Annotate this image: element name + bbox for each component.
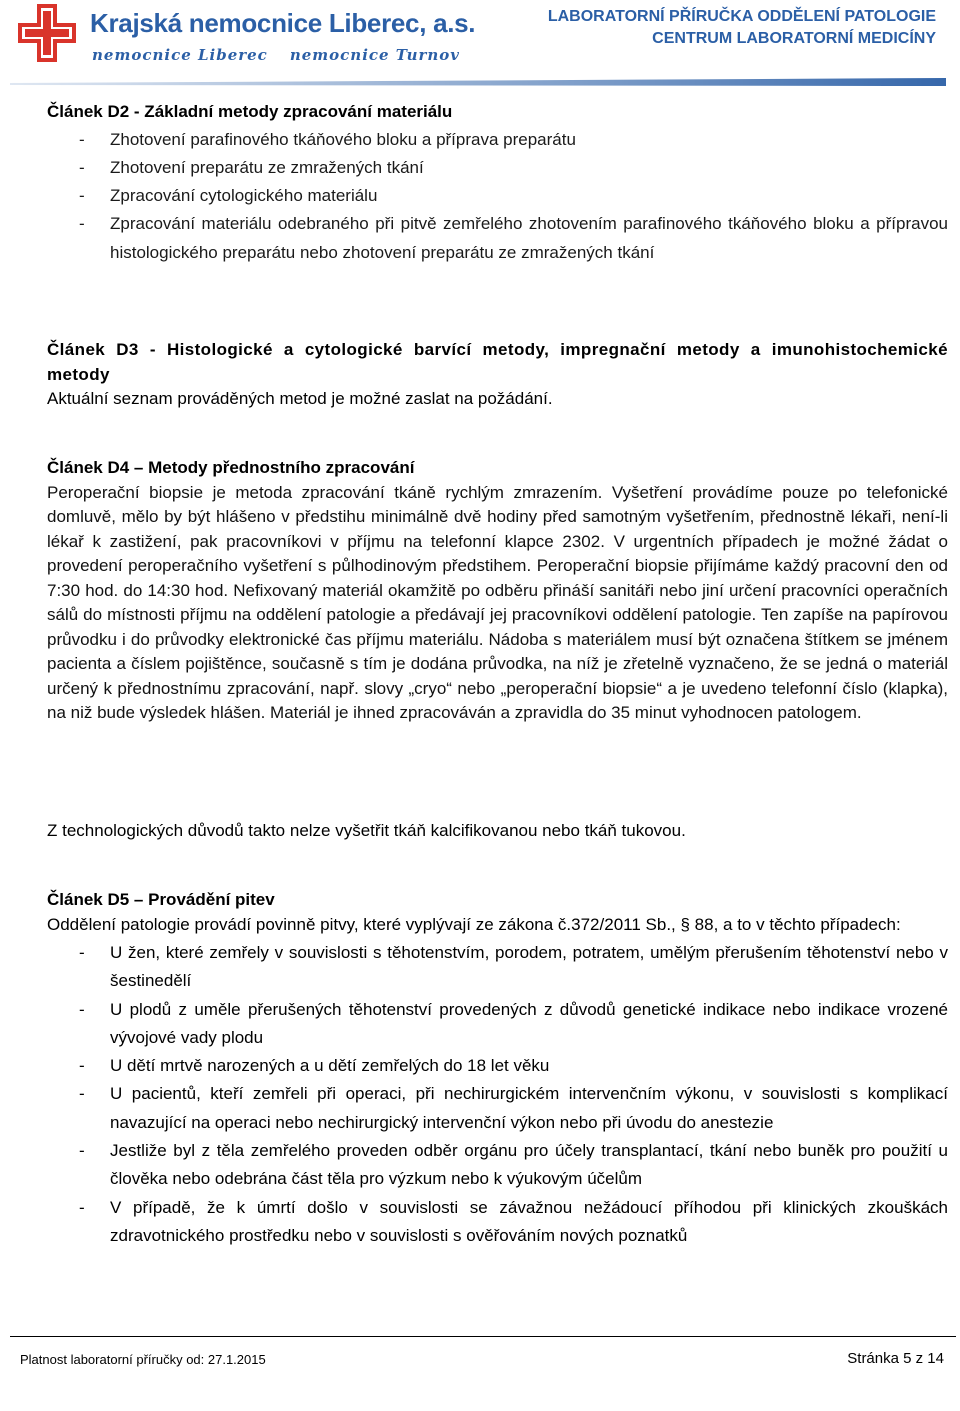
list-item: - Jestliže byl z těla zemřelého proveden odběr orgánu pro účely transplantací, tkání nebo buněk pro použití u člověka nebo odebrána část těla pro výzkum nebo k výukovým účelům	[110, 1137, 948, 1194]
list-item: - Zhotovení preparátu ze zmražených tkání	[110, 154, 948, 182]
list-item: - Zpracování cytologického materiálu	[110, 182, 948, 210]
footer-divider	[10, 1336, 956, 1337]
article-d2-heading: Článek D2 - Základní metody zpracování materiálu	[47, 102, 453, 121]
list-item: - Zhotovení parafinového tkáňového bloku a příprava preparátu	[110, 126, 948, 154]
article-d5-heading: Článek D5 – Provádění pitev	[47, 890, 275, 909]
article-d3	[47, 338, 948, 412]
article-d4-heading: Článek D4 – Metody přednostního zpracování	[47, 458, 415, 477]
document-title-line1: LABORATORNÍ PŘÍRUČKA ODDĚLENÍ PATOLOGIE	[547, 8, 936, 25]
article-d3-text: Aktuální seznam prováděných metod je možné zaslat na požádání.	[47, 389, 553, 408]
footer-validity: Platnost laboratorní příručky od: 27.1.2015	[20, 1352, 266, 1367]
list-item: - V případě, že k úmrtí došlo v souvislosti se závažnou nežádoucí příhodou při klinických zkouškách zdravotnického prostředku nebo v souvislosti s ověřováním nových poznatků	[110, 1194, 948, 1251]
page-number: Stránka 5 z 14	[847, 1350, 944, 1367]
article-d4-note: Z technologických důvodů takto nelze vyšetřit tkáň kalcifikovanou nebo tkáň tukovou.	[47, 821, 686, 840]
article-d5-intro: Oddělení patologie provádí povinně pitvy, které vyplývají ze zákona č.372/2011 Sb., § 88, a to v těchto případech:	[47, 914, 901, 934]
list-item: - U plodů z uměle přerušených těhotenství provedených z důvodů genetické indikace nebo indikace vrozené vývojové vady plodu	[110, 996, 948, 1053]
brand-subtitle	[92, 46, 482, 64]
article-d3-heading: Článek D3 - Histologické a cytologické barvící metody, impregnační metody a imunohistochemické metody	[47, 340, 948, 384]
brand-sub-liberec: nemocnice Liberec	[92, 46, 268, 64]
list-item: - U dětí mrtvě narozených a u dětí zemřelých do 18 let věku	[110, 1052, 948, 1080]
brand-name: Krajská nemocnice Liberec, a.s.	[90, 8, 476, 38]
red-cross-icon	[18, 4, 76, 62]
article-d2-list	[47, 126, 948, 267]
brand-sub-turnov: nemocnice Turnov	[289, 46, 461, 64]
article-d5-list	[47, 939, 948, 1250]
page-header	[0, 0, 960, 88]
document-title-line2: CENTRUM LABORATORNÍ MEDICÍNY	[652, 30, 936, 47]
article-d2	[47, 98, 948, 267]
list-item: - U pacientů, kteří zemřeli při operaci, při nechirurgickém intervenčním výkonu, v souvislosti s komplikací navazující na operaci nebo nechirurgický intervenční výkon nebo při úvodu do anestezie	[110, 1080, 948, 1137]
document-title	[548, 6, 936, 50]
header-divider	[10, 78, 946, 86]
article-d5	[47, 888, 948, 1250]
article-d4	[47, 456, 948, 726]
list-item: - Zpracování materiálu odebraného při pitvě zemřelého zhotovením parafinového tkáňového bloku a přípravou histologického preparátu nebo zhotovení preparátu ze zmražených tkání	[110, 210, 948, 267]
list-item: - U žen, které zemřely v souvislosti s těhotenstvím, porodem, potratem, umělým přerušením těhotenství nebo v šestinedělí	[110, 939, 948, 996]
article-d4-text: Peroperační biopsie je metoda zpracování tkáně rychlým zmrazením. Vyšetření provádíme pouze po telefonické domluvě, mělo by být hlášeno v předstihu minimálně dvě hodiny před samotným vyšetřením, přednostně lékaři, není-li lékař k zastižení, pak pracovníkovi v příjmu na telefonní klapce 2302. V urgentních případech je možné žádat o provedení peroperačního vyšetření s půlhodinovým předstihem. Peroperační biopsie přijímáme každý pracovní den od 7:30 hod. do 14:30 hod. Nefixovaný materiál okamžitě po odběru přináší sanitáři nebo jiní určení pracovníci operačních sálů do místnosti příjmu na oddělení patologie a předávají jej pracovníkovi oddělení patologie. Ten zapíše na papírovou průvodku i do průvodky elektronické čas příjmu materiálu. Nádoba s materiálem musí být označena štítkem se jménem pacienta a číslem pojištěnce, současně s tím je dodána průvodka, na níž je zřetelně vyznačeno, že se jedná o materiál určený k přednostnímu zpracování, např. slovy „cryo“ nebo „peroperační biopsie“ a je uvedeno telefonní číslo (klapka), na niž bude výsledek hlášen. Materiál je ihned zpracováván a zpravidla do 35 minut vyhodnocen patologem.	[47, 482, 948, 722]
